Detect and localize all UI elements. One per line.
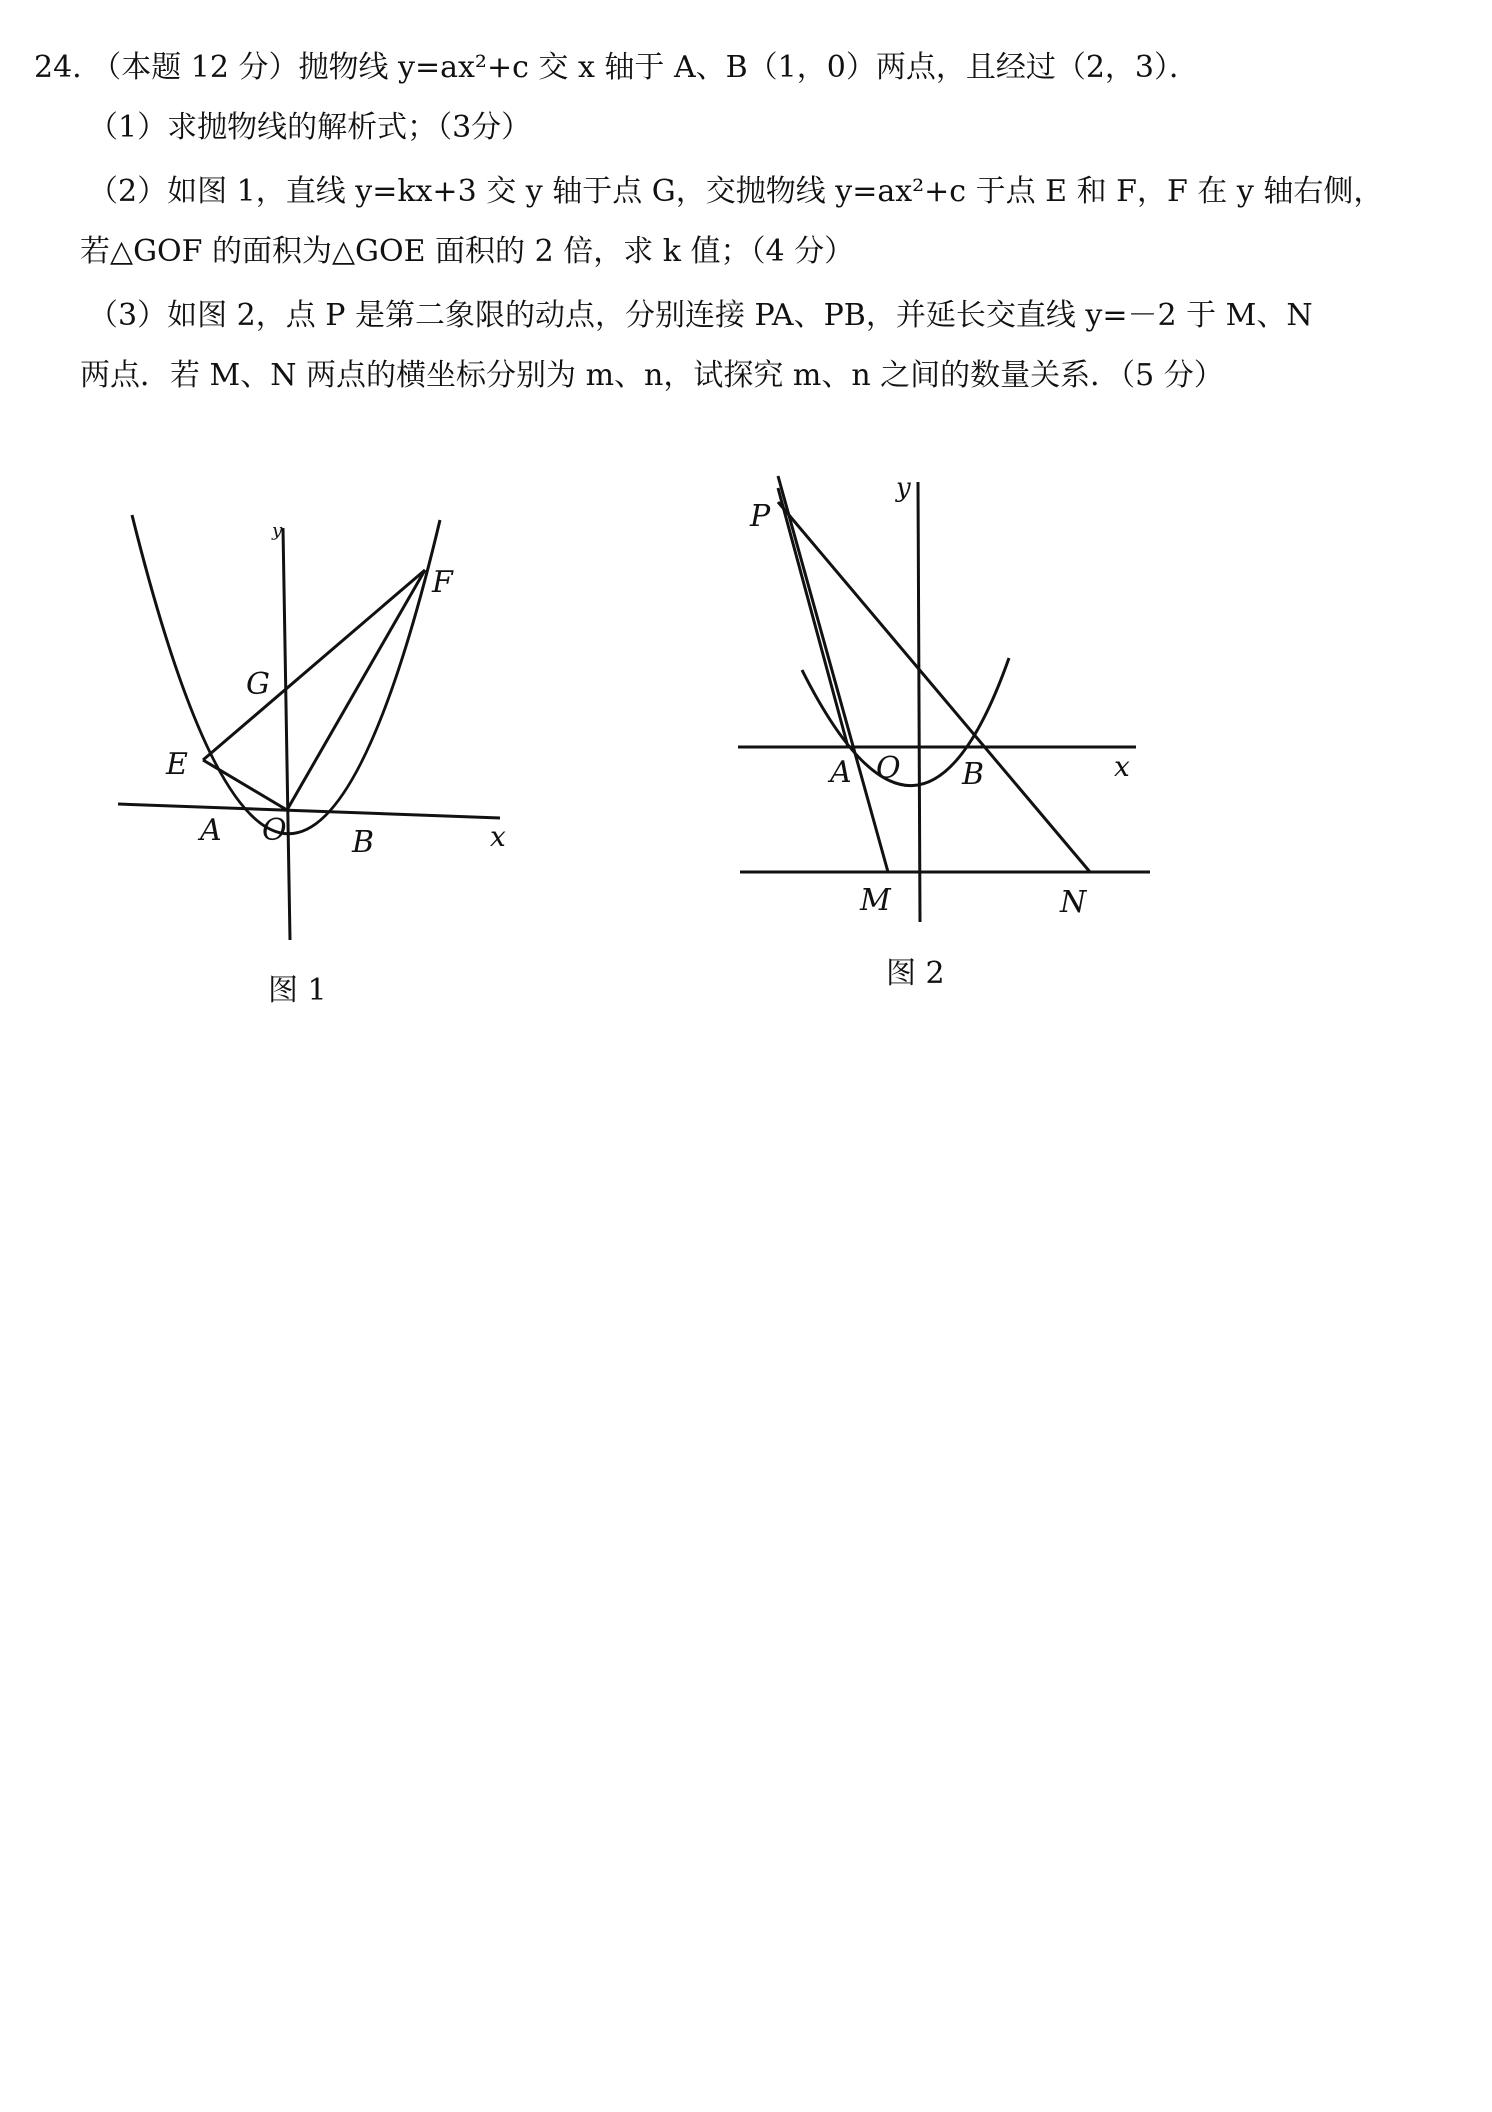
- part-3-line-1: （3）如图 2，点 P 是第二象限的动点，分别连接 PA、PB，并延长交直线 y=－2 于 M、N: [88, 298, 1313, 333]
- figure-1-caption: 图 1: [268, 973, 327, 1008]
- fig2-label-M: M: [860, 883, 891, 918]
- fig1-label-E: E: [166, 747, 188, 782]
- fig2-label-P: P: [750, 499, 771, 534]
- fig2-label-B: B: [962, 757, 985, 792]
- fig1-label-A: A: [200, 813, 222, 848]
- fig2-line-pn: [778, 502, 1090, 872]
- fig1-segment-oe: [203, 760, 287, 810]
- fig1-label-y: y: [272, 520, 283, 541]
- part-2-line-1: （2）如图 1，直线 y=kx+3 交 y 轴于点 G，交抛物线 y=ax²+c 于点 E 和 F，F 在 y 轴右侧，: [88, 174, 1384, 209]
- fig1-label-F: F: [432, 565, 453, 600]
- fig1-label-O: O: [262, 813, 287, 848]
- fig1-label-B: B: [352, 825, 375, 860]
- part-2-line-2: 若△GOF 的面积为△GOE 面积的 2 倍，求 k 值；（4 分）: [80, 234, 855, 269]
- part-3-line-2: 两点．若 M、N 两点的横坐标分别为 m、n，试探究 m、n 之间的数量关系．（5 分）: [80, 358, 1224, 393]
- fig1-line-ef: [203, 570, 425, 760]
- fig2-line-pa: [778, 488, 848, 747]
- figure-1: [0, 480, 560, 1000]
- fig1-x-axis: [118, 804, 500, 818]
- part-1: （1）求抛物线的解析式；（3分）: [88, 110, 532, 145]
- problem-heading: 24. （本题 12 分）抛物线 y=ax²+c 交 x 轴于 A、B（1，0）两点，且经过（2，3）．: [34, 50, 1200, 85]
- fig1-y-axis: [283, 528, 290, 940]
- fig2-label-x: x: [1114, 750, 1130, 783]
- fig2-label-O: O: [876, 751, 901, 786]
- fig2-label-y: y: [896, 473, 911, 503]
- fig1-label-x: x: [490, 820, 506, 853]
- figure-2: [700, 460, 1180, 940]
- figure-2-caption: 图 2: [886, 956, 945, 991]
- fig1-label-G: G: [246, 667, 270, 702]
- fig2-line-pm: [778, 476, 888, 872]
- fig2-label-N: N: [1060, 885, 1087, 920]
- fig2-y-axis: [918, 482, 920, 922]
- fig2-label-A: A: [830, 755, 852, 790]
